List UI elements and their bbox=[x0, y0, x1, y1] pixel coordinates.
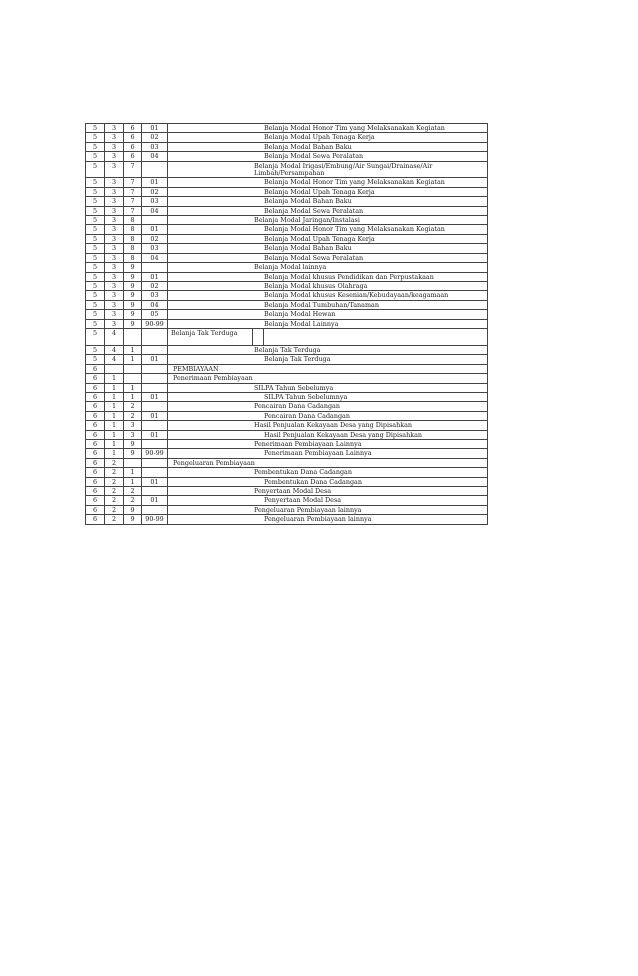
code-level-4-cell: 03 bbox=[142, 291, 168, 300]
code-level-1-cell: 5 bbox=[86, 263, 105, 272]
description-cell bbox=[168, 225, 488, 234]
description-cell bbox=[168, 328, 488, 345]
description-cell bbox=[168, 178, 488, 187]
description-text: SILPA Tahun Sebelumnya bbox=[264, 392, 348, 401]
code-level-2-cell: 3 bbox=[105, 310, 124, 319]
code-level-1-cell: 5 bbox=[86, 187, 105, 196]
table-row bbox=[86, 468, 488, 477]
table-row bbox=[86, 487, 488, 496]
code-level-2-cell: 1 bbox=[105, 449, 124, 458]
code-level-2-cell: 1 bbox=[105, 402, 124, 411]
code-level-1-cell: 6 bbox=[86, 421, 105, 430]
code-level-1-cell: 5 bbox=[86, 355, 105, 364]
code-level-1-cell: 5 bbox=[86, 244, 105, 253]
code-level-4-cell bbox=[142, 468, 168, 477]
table-row bbox=[86, 187, 488, 196]
code-level-3-cell: 9 bbox=[124, 449, 142, 458]
code-level-3-cell: 2 bbox=[124, 496, 142, 505]
description-cell bbox=[168, 300, 488, 309]
empty-cell-divider bbox=[252, 329, 264, 345]
code-level-4-cell: 02 bbox=[142, 133, 168, 142]
code-level-2-cell: 2 bbox=[105, 477, 124, 486]
description-cell bbox=[168, 319, 488, 328]
code-level-2-cell: 1 bbox=[105, 421, 124, 430]
table-row bbox=[86, 161, 488, 178]
code-level-1-cell: 5 bbox=[86, 272, 105, 281]
table-row bbox=[86, 328, 488, 345]
description-cell bbox=[168, 291, 488, 300]
description-text: Pembentukan Dana Cadangan bbox=[254, 468, 352, 477]
code-level-4-cell: 01 bbox=[142, 496, 168, 505]
code-level-1-cell: 6 bbox=[86, 449, 105, 458]
code-level-1-cell: 5 bbox=[86, 206, 105, 215]
code-level-2-cell: 2 bbox=[105, 487, 124, 496]
code-level-3-cell: 8 bbox=[124, 244, 142, 253]
description-cell bbox=[168, 383, 488, 392]
description-text: Belanja Modal Bahan Baku bbox=[264, 142, 352, 151]
table-row bbox=[86, 345, 488, 354]
table-row bbox=[86, 225, 488, 234]
code-level-1-cell: 6 bbox=[86, 383, 105, 392]
code-level-1-cell: 6 bbox=[86, 411, 105, 420]
code-level-1-cell: 5 bbox=[86, 225, 105, 234]
account-code-table-page bbox=[85, 123, 487, 525]
code-level-3-cell: 7 bbox=[124, 161, 142, 178]
code-level-2-cell: 3 bbox=[105, 197, 124, 206]
code-level-4-cell bbox=[142, 161, 168, 178]
code-level-3-cell: 8 bbox=[124, 216, 142, 225]
table-row bbox=[86, 515, 488, 524]
code-level-4-cell: 03 bbox=[142, 197, 168, 206]
table-row bbox=[86, 505, 488, 514]
code-level-4-cell: 01 bbox=[142, 411, 168, 420]
code-level-2-cell: 2 bbox=[105, 515, 124, 524]
code-level-3-cell: 7 bbox=[124, 197, 142, 206]
code-level-2-cell: 3 bbox=[105, 300, 124, 309]
code-level-4-cell: 01 bbox=[142, 477, 168, 486]
description-text: Belanja Modal Honor Tim yang Melaksanakan Kegiatan bbox=[264, 225, 445, 234]
code-level-1-cell: 5 bbox=[86, 178, 105, 187]
description-text: SILPA Tahun Sebelumya bbox=[254, 383, 334, 392]
description-text: Pengeluaran Pembiayaan lainnya bbox=[254, 505, 362, 514]
description-text: Pengeluaran Pembiayaan bbox=[173, 458, 255, 467]
code-level-3-cell: 9 bbox=[124, 263, 142, 272]
table-row bbox=[86, 449, 488, 458]
code-level-1-cell: 5 bbox=[86, 345, 105, 354]
code-level-4-cell: 04 bbox=[142, 206, 168, 215]
code-level-4-cell bbox=[142, 216, 168, 225]
code-level-4-cell: 04 bbox=[142, 253, 168, 262]
code-level-2-cell: 2 bbox=[105, 496, 124, 505]
description-cell bbox=[168, 496, 488, 505]
code-level-2-cell: 1 bbox=[105, 383, 124, 392]
code-level-2-cell: 3 bbox=[105, 272, 124, 281]
description-cell bbox=[168, 440, 488, 449]
code-level-3-cell: 2 bbox=[124, 402, 142, 411]
description-text: Pencairan Dana Cadangan bbox=[254, 402, 340, 411]
code-level-2-cell: 3 bbox=[105, 133, 124, 142]
code-level-4-cell: 03 bbox=[142, 244, 168, 253]
description-cell bbox=[168, 402, 488, 411]
account-code-rows bbox=[86, 124, 488, 525]
description-cell bbox=[168, 133, 488, 142]
code-level-2-cell: 3 bbox=[105, 281, 124, 290]
table-row bbox=[86, 392, 488, 401]
code-level-2-cell: 3 bbox=[105, 206, 124, 215]
description-text: Belanja Modal Tumbuhan/Tanaman bbox=[264, 300, 379, 309]
code-level-3-cell bbox=[124, 458, 142, 467]
description-cell bbox=[168, 161, 488, 178]
table-row bbox=[86, 319, 488, 328]
code-level-3-cell: 1 bbox=[124, 383, 142, 392]
table-row bbox=[86, 355, 488, 364]
table-row bbox=[86, 440, 488, 449]
description-cell bbox=[168, 355, 488, 364]
description-cell bbox=[168, 477, 488, 486]
code-level-2-cell: 3 bbox=[105, 263, 124, 272]
code-level-3-cell: 6 bbox=[124, 152, 142, 161]
code-level-3-cell: 1 bbox=[124, 355, 142, 364]
description-text: Pengeluaran Pembiayaan lainnya bbox=[264, 515, 372, 524]
code-level-4-cell bbox=[142, 263, 168, 272]
table-row bbox=[86, 244, 488, 253]
code-level-1-cell: 6 bbox=[86, 392, 105, 401]
code-level-3-cell: 9 bbox=[124, 515, 142, 524]
code-level-2-cell: 1 bbox=[105, 430, 124, 439]
description-cell bbox=[168, 345, 488, 354]
description-cell bbox=[168, 253, 488, 262]
code-level-1-cell: 5 bbox=[86, 291, 105, 300]
code-level-1-cell: 6 bbox=[86, 440, 105, 449]
description-text: Belanja Modal Bahan Baku bbox=[264, 244, 352, 253]
description-cell bbox=[168, 187, 488, 196]
code-level-4-cell: 90-99 bbox=[142, 515, 168, 524]
description-cell bbox=[168, 411, 488, 420]
code-level-1-cell: 5 bbox=[86, 152, 105, 161]
table-row bbox=[86, 133, 488, 142]
code-level-1-cell: 5 bbox=[86, 133, 105, 142]
code-level-2-cell: 2 bbox=[105, 458, 124, 467]
description-cell bbox=[168, 152, 488, 161]
description-text: Belanja Modal Upah Tenaga Kerja bbox=[264, 234, 375, 243]
description-text: Pembentukan Dana Cadangan bbox=[264, 477, 362, 486]
table-row bbox=[86, 124, 488, 133]
code-level-1-cell: 6 bbox=[86, 374, 105, 383]
code-level-2-cell: 3 bbox=[105, 187, 124, 196]
code-level-4-cell bbox=[142, 402, 168, 411]
code-level-1-cell: 6 bbox=[86, 496, 105, 505]
code-level-2-cell: 4 bbox=[105, 328, 124, 345]
table-row bbox=[86, 253, 488, 262]
description-cell bbox=[168, 197, 488, 206]
description-text: Belanja Tak Terduga bbox=[264, 355, 331, 364]
code-level-4-cell bbox=[142, 505, 168, 514]
table-row bbox=[86, 197, 488, 206]
description-text: Belanja Modal Lainnya bbox=[264, 319, 339, 328]
description-cell bbox=[168, 281, 488, 290]
description-text: Belanja Modal lainnya bbox=[254, 263, 327, 272]
code-level-3-cell: 8 bbox=[124, 234, 142, 243]
code-level-2-cell: 3 bbox=[105, 319, 124, 328]
code-level-4-cell: 90-99 bbox=[142, 449, 168, 458]
code-level-3-cell: 6 bbox=[124, 142, 142, 151]
code-level-2-cell: 1 bbox=[105, 411, 124, 420]
table-row bbox=[86, 263, 488, 272]
code-level-1-cell: 6 bbox=[86, 515, 105, 524]
code-level-3-cell: 1 bbox=[124, 345, 142, 354]
table-row bbox=[86, 477, 488, 486]
description-text: Penerimaan Pembiayaan Lainnya bbox=[254, 440, 362, 448]
code-level-3-cell: 9 bbox=[124, 300, 142, 309]
code-level-3-cell: 9 bbox=[124, 281, 142, 290]
description-cell bbox=[168, 374, 488, 383]
description-cell bbox=[168, 216, 488, 225]
code-level-1-cell: 5 bbox=[86, 328, 105, 345]
description-cell bbox=[168, 487, 488, 496]
code-level-4-cell: 03 bbox=[142, 142, 168, 151]
code-level-3-cell: 9 bbox=[124, 505, 142, 514]
code-level-3-cell: 9 bbox=[124, 310, 142, 319]
description-text: PEMBIAYAAN bbox=[173, 364, 219, 373]
code-level-4-cell: 01 bbox=[142, 392, 168, 401]
code-level-1-cell: 6 bbox=[86, 477, 105, 486]
code-level-2-cell: 1 bbox=[105, 392, 124, 401]
code-level-1-cell: 5 bbox=[86, 197, 105, 206]
description-cell bbox=[168, 124, 488, 133]
description-cell bbox=[168, 515, 488, 524]
description-cell bbox=[168, 142, 488, 151]
code-level-2-cell: 3 bbox=[105, 216, 124, 225]
code-level-3-cell: 3 bbox=[124, 430, 142, 439]
code-level-3-cell bbox=[124, 364, 142, 373]
description-cell bbox=[168, 430, 488, 439]
code-level-4-cell bbox=[142, 487, 168, 496]
code-level-2-cell: 3 bbox=[105, 124, 124, 133]
code-level-4-cell: 05 bbox=[142, 310, 168, 319]
table-row bbox=[86, 152, 488, 161]
code-level-3-cell bbox=[124, 374, 142, 383]
code-level-1-cell: 5 bbox=[86, 234, 105, 243]
code-level-2-cell: 3 bbox=[105, 253, 124, 262]
code-level-4-cell: 02 bbox=[142, 281, 168, 290]
code-level-1-cell: 5 bbox=[86, 142, 105, 151]
description-cell bbox=[168, 468, 488, 477]
code-level-2-cell: 3 bbox=[105, 152, 124, 161]
code-level-4-cell bbox=[142, 328, 168, 345]
code-level-3-cell: 7 bbox=[124, 178, 142, 187]
code-level-1-cell: 5 bbox=[86, 253, 105, 262]
code-level-3-cell: 6 bbox=[124, 124, 142, 133]
code-level-1-cell: 5 bbox=[86, 319, 105, 328]
code-level-1-cell: 5 bbox=[86, 300, 105, 309]
code-level-3-cell: 9 bbox=[124, 272, 142, 281]
description-text: Belanja Tak Terduga bbox=[171, 328, 238, 337]
code-level-1-cell: 5 bbox=[86, 281, 105, 290]
code-level-1-cell: 6 bbox=[86, 487, 105, 496]
description-text: Penerimaan Pembiayaan bbox=[173, 374, 253, 383]
code-level-4-cell bbox=[142, 421, 168, 430]
code-level-1-cell: 6 bbox=[86, 430, 105, 439]
description-cell bbox=[168, 458, 488, 467]
account-code-table bbox=[85, 123, 488, 525]
table-row bbox=[86, 496, 488, 505]
code-level-3-cell: 1 bbox=[124, 468, 142, 477]
description-text: Belanja Modal Jaringan/Instalasi bbox=[254, 216, 360, 225]
description-text: Pencairan Dana Cadangan bbox=[264, 411, 350, 420]
code-level-4-cell: 02 bbox=[142, 187, 168, 196]
code-level-1-cell: 6 bbox=[86, 402, 105, 411]
code-level-3-cell: 7 bbox=[124, 187, 142, 196]
code-level-4-cell bbox=[142, 440, 168, 449]
code-level-2-cell: 4 bbox=[105, 345, 124, 354]
description-cell bbox=[168, 206, 488, 215]
code-level-1-cell: 5 bbox=[86, 124, 105, 133]
table-row bbox=[86, 178, 488, 187]
code-level-4-cell: 01 bbox=[142, 124, 168, 133]
table-row bbox=[86, 402, 488, 411]
table-row bbox=[86, 411, 488, 420]
code-level-3-cell: 2 bbox=[124, 487, 142, 496]
table-row bbox=[86, 142, 488, 151]
description-text: Belanja Modal Irigasi/Embung/Air Sungai/Drainase/Air Limbah/Persampahan bbox=[254, 161, 433, 178]
code-level-2-cell: 3 bbox=[105, 178, 124, 187]
code-level-2-cell: 3 bbox=[105, 142, 124, 151]
code-level-2-cell: 3 bbox=[105, 244, 124, 253]
code-level-4-cell: 02 bbox=[142, 234, 168, 243]
table-row bbox=[86, 291, 488, 300]
code-level-1-cell: 5 bbox=[86, 216, 105, 225]
description-cell bbox=[168, 272, 488, 281]
description-text: Belanja Tak Terduga bbox=[254, 345, 321, 354]
code-level-2-cell: 3 bbox=[105, 234, 124, 243]
code-level-2-cell bbox=[105, 364, 124, 373]
code-level-3-cell: 9 bbox=[124, 319, 142, 328]
description-text: Belanja Modal Bahan Baku bbox=[264, 197, 352, 206]
code-level-1-cell: 6 bbox=[86, 468, 105, 477]
code-level-1-cell: 5 bbox=[86, 310, 105, 319]
description-text: Belanja Modal Honor Tim yang Melaksanakan Kegiatan bbox=[264, 124, 445, 132]
table-row bbox=[86, 421, 488, 430]
table-row bbox=[86, 216, 488, 225]
description-text: Belanja Modal khusus Olahraga bbox=[264, 281, 368, 290]
table-row bbox=[86, 430, 488, 439]
table-row bbox=[86, 300, 488, 309]
code-level-4-cell: 01 bbox=[142, 355, 168, 364]
code-level-2-cell: 2 bbox=[105, 468, 124, 477]
code-level-2-cell: 1 bbox=[105, 374, 124, 383]
code-level-4-cell: 90-99 bbox=[142, 319, 168, 328]
code-level-3-cell: 2 bbox=[124, 411, 142, 420]
code-level-4-cell: 01 bbox=[142, 272, 168, 281]
code-level-2-cell: 3 bbox=[105, 161, 124, 178]
description-text: Penerimaan Pembiayaan Lainnya bbox=[264, 449, 372, 458]
code-level-3-cell: 9 bbox=[124, 291, 142, 300]
description-text: Hasil Penjualan Kekayaan Desa yang Dipisahkan bbox=[254, 421, 413, 430]
table-row bbox=[86, 206, 488, 215]
code-level-3-cell: 8 bbox=[124, 253, 142, 262]
description-text: Belanja Modal Hewan bbox=[264, 310, 336, 319]
table-row bbox=[86, 383, 488, 392]
table-row bbox=[86, 281, 488, 290]
description-cell bbox=[168, 364, 488, 373]
table-row bbox=[86, 310, 488, 319]
code-level-3-cell: 3 bbox=[124, 421, 142, 430]
code-level-1-cell: 6 bbox=[86, 458, 105, 467]
table-row bbox=[86, 458, 488, 467]
description-cell bbox=[168, 244, 488, 253]
code-level-3-cell: 8 bbox=[124, 225, 142, 234]
description-cell bbox=[168, 421, 488, 430]
code-level-3-cell: 1 bbox=[124, 392, 142, 401]
description-text: Belanja Modal khusus Kesenian/Kebudayaan/keagamaan bbox=[264, 291, 449, 300]
description-cell bbox=[168, 392, 488, 401]
code-level-3-cell: 9 bbox=[124, 440, 142, 449]
code-level-2-cell: 3 bbox=[105, 225, 124, 234]
code-level-4-cell: 04 bbox=[142, 300, 168, 309]
description-text: Hasil Penjualan Kekayaan Desa yang Dipisahkan bbox=[264, 430, 423, 439]
description-cell bbox=[168, 505, 488, 514]
description-cell bbox=[168, 263, 488, 272]
description-text: Belanja Modal Honor Tim yang Melaksanakan Kegiatan bbox=[264, 178, 445, 187]
code-level-4-cell: 01 bbox=[142, 225, 168, 234]
code-level-2-cell: 3 bbox=[105, 291, 124, 300]
description-text: Penyertaan Modal Desa bbox=[264, 496, 342, 505]
code-level-4-cell bbox=[142, 383, 168, 392]
code-level-1-cell: 5 bbox=[86, 161, 105, 178]
description-text: Belanja Modal Upah Tenaga Kerja bbox=[264, 133, 375, 142]
description-cell bbox=[168, 310, 488, 319]
code-level-4-cell: 04 bbox=[142, 152, 168, 161]
code-level-4-cell: 01 bbox=[142, 430, 168, 439]
code-level-4-cell bbox=[142, 345, 168, 354]
description-text: Penyertaan Modal Desa bbox=[254, 487, 332, 496]
table-row bbox=[86, 364, 488, 373]
description-text: Belanja Modal Sewa Peralatan bbox=[264, 206, 364, 215]
code-level-4-cell bbox=[142, 364, 168, 373]
code-level-1-cell: 6 bbox=[86, 505, 105, 514]
code-level-3-cell bbox=[124, 328, 142, 345]
code-level-4-cell: 01 bbox=[142, 178, 168, 187]
description-text: Belanja Modal Sewa Peralatan bbox=[264, 152, 364, 161]
code-level-2-cell: 4 bbox=[105, 355, 124, 364]
table-row bbox=[86, 272, 488, 281]
code-level-3-cell: 1 bbox=[124, 477, 142, 486]
description-text: Belanja Modal Sewa Peralatan bbox=[264, 253, 364, 262]
description-cell bbox=[168, 234, 488, 243]
table-row bbox=[86, 374, 488, 383]
code-level-3-cell: 6 bbox=[124, 133, 142, 142]
table-row bbox=[86, 234, 488, 243]
code-level-4-cell bbox=[142, 374, 168, 383]
code-level-2-cell: 1 bbox=[105, 440, 124, 449]
description-cell bbox=[168, 449, 488, 458]
code-level-4-cell bbox=[142, 458, 168, 467]
code-level-1-cell: 6 bbox=[86, 364, 105, 373]
code-level-2-cell: 2 bbox=[105, 505, 124, 514]
description-text: Belanja Modal khusus Pendidikan dan Perpustakaan bbox=[264, 272, 434, 281]
description-text: Belanja Modal Upah Tenaga Kerja bbox=[264, 187, 375, 196]
code-level-3-cell: 7 bbox=[124, 206, 142, 215]
